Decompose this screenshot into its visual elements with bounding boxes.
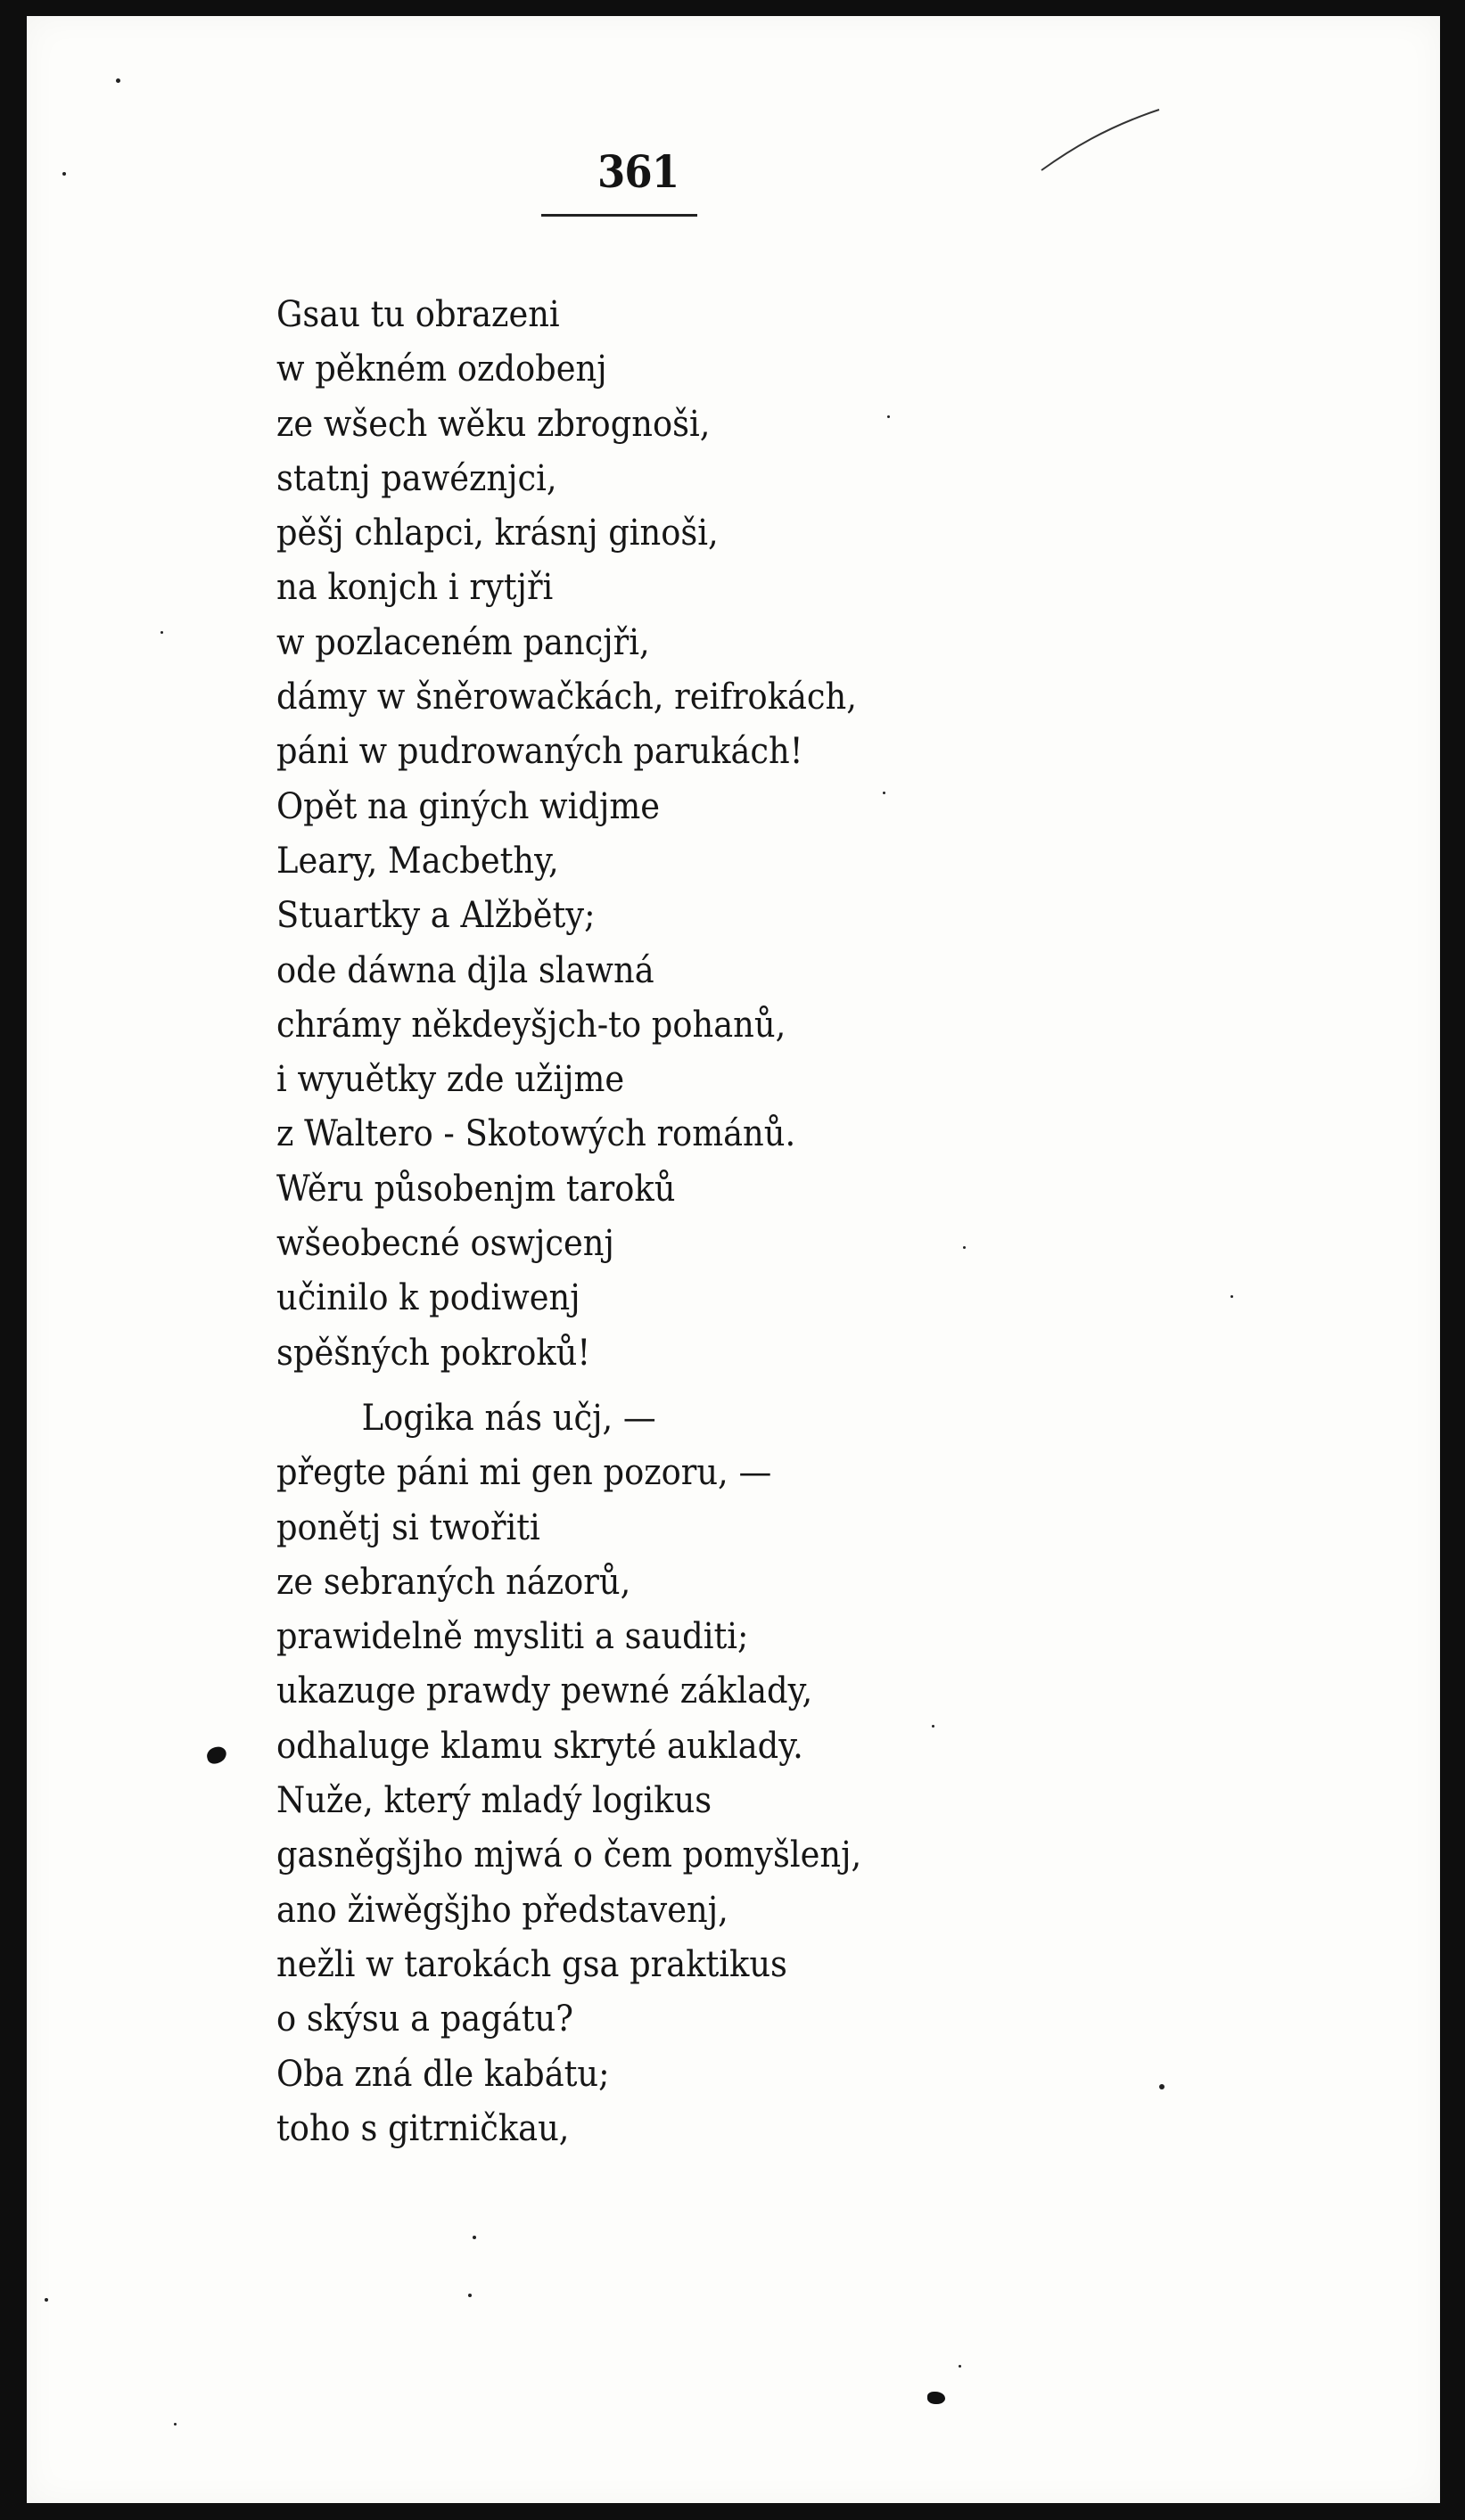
scan-speck — [62, 172, 66, 176]
pen-stroke-mark — [1034, 101, 1168, 181]
verse-line: dámy w šněrowačkách, reifrokách, — [276, 677, 857, 718]
scan-top-edge — [0, 0, 1465, 16]
verse-line: Oba zná dle kabátu; — [276, 2053, 610, 2095]
scan-speck — [963, 1246, 966, 1249]
scan-speck — [959, 2365, 961, 2368]
verse-line: ano žiwěgšjho představenj, — [276, 1889, 728, 1931]
verse-line: w pozlaceném pancjři, — [276, 621, 650, 663]
verse-line: Wěru působenjm taroků — [276, 1168, 676, 1210]
verse-line: ponětj si twořiti — [276, 1506, 540, 1548]
scan-speck — [932, 1725, 934, 1728]
verse-line: Opět na giných widjme — [276, 785, 661, 827]
page-number-rule — [541, 214, 697, 217]
ink-blot — [205, 1744, 228, 1765]
verse-line: Leary, Macbethy, — [276, 840, 559, 882]
verse-line: páni w pudrowaných parukách! — [276, 731, 803, 773]
verse-line: přegte páni mi gen pozoru, — — [276, 1452, 772, 1494]
verse-line: ode dáwna djla slawná — [276, 949, 654, 991]
verse-line: odhaluge klamu skryté auklady. — [276, 1725, 803, 1767]
scan-speck — [174, 2423, 177, 2426]
poem-text — [276, 288, 1346, 2156]
scan-speck — [1159, 2084, 1165, 2089]
verse-line: statnj pawéznjci, — [276, 457, 557, 499]
stanza-1 — [276, 288, 1346, 1381]
verse-line: učinilo k podiwenj — [276, 1277, 580, 1319]
verse-line: Stuartky a Alžběty; — [276, 895, 596, 937]
verse-line: ze sebraných názorů, — [276, 1561, 631, 1603]
verse-line: na konjch i rytjři — [276, 567, 554, 609]
verse-line: toho s gitrničkau, — [276, 2107, 570, 2149]
verse-line: ukazuge prawdy pewné základy, — [276, 1670, 813, 1712]
scan-speck — [887, 415, 890, 418]
verse-line: wšeobecné oswjcenj — [276, 1223, 614, 1265]
verse-line: nežli w tarokách gsa praktikus — [276, 1943, 787, 1985]
page-number: 361 — [597, 145, 679, 198]
stanza-2 — [276, 1391, 1346, 2156]
verse-line: spěšných pokroků! — [276, 1332, 591, 1374]
verse-line: o skýsu a pagátu? — [276, 1999, 573, 2040]
scan-speck — [160, 631, 163, 634]
verse-line: Gsau tu obrazeni — [276, 294, 560, 335]
scan-speck — [116, 78, 120, 83]
scan-speck — [468, 2294, 472, 2297]
scan-speck — [473, 2236, 476, 2239]
verse-line: ze wšech wěku zbrognoši, — [276, 403, 711, 445]
scan-speck — [883, 792, 885, 794]
scan-speck — [1230, 1295, 1233, 1298]
ink-blot — [927, 2392, 945, 2404]
verse-line: i wyuětky zde užijme — [276, 1059, 625, 1101]
verse-line: z Waltero - Skotowých románů. — [276, 1113, 796, 1155]
verse-line: pěšj chlapci, krásnj ginoši, — [276, 513, 719, 554]
verse-line: w pěkném ozdobenj — [276, 349, 607, 390]
verse-line: Nuže, který mladý logikus — [276, 1780, 712, 1822]
verse-line-indented: Logika nás učj, — — [361, 1397, 656, 1439]
verse-line: gasněgšjho mjwá o čem pomyšlenj, — [276, 1835, 862, 1876]
verse-line: prawidelně mysliti a sauditi; — [276, 1616, 749, 1658]
book-page — [27, 16, 1440, 2503]
verse-line: chrámy někdeyšjch-to pohanů, — [276, 1004, 786, 1046]
scan-speck — [45, 2298, 48, 2302]
